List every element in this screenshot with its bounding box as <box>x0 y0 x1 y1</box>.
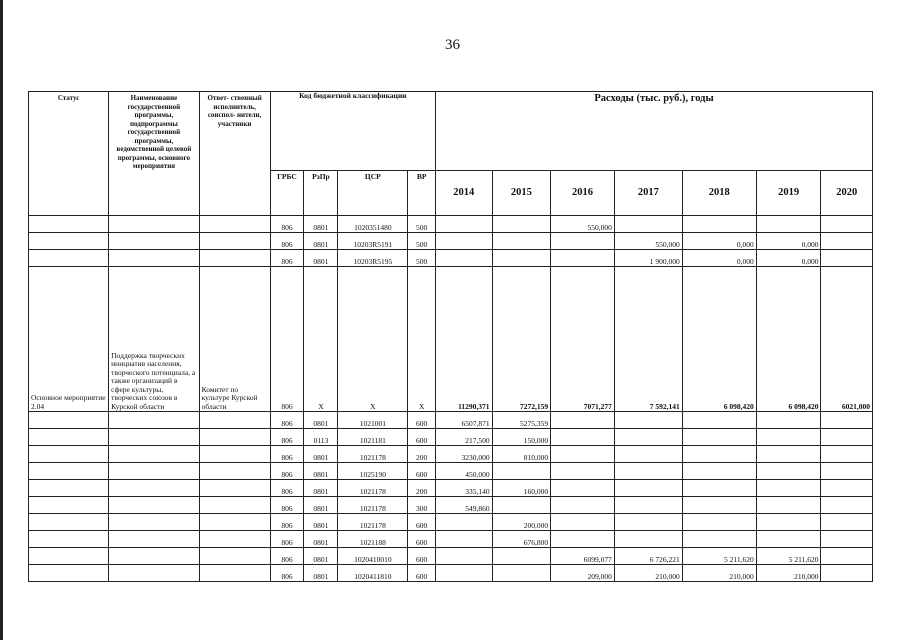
expense-cell-2018: 210,000 <box>682 565 756 582</box>
rzpr-cell: 0801 <box>304 463 338 480</box>
rzpr-cell: 0801 <box>304 480 338 497</box>
program-name-cell <box>109 514 199 531</box>
header-vr: ВР <box>408 171 436 216</box>
vr-cell: X <box>408 267 436 412</box>
expense-cell-2017 <box>614 446 682 463</box>
csr-cell: 1021001 <box>338 412 408 429</box>
header-year-2019: 2019 <box>756 171 821 216</box>
expense-cell-2020 <box>821 233 873 250</box>
program-name-cell <box>109 497 199 514</box>
table-row <box>29 250 873 267</box>
program-name-cell <box>109 463 199 480</box>
header-year-2016: 2016 <box>551 171 615 216</box>
vr-cell: 600 <box>408 463 436 480</box>
csr-cell: 1021178 <box>338 446 408 463</box>
expense-cell-2015: 5275,359 <box>492 412 551 429</box>
expense-cell-2020 <box>821 497 873 514</box>
vr-cell: 500 <box>408 250 436 267</box>
expense-cell-2017 <box>614 480 682 497</box>
grbs-cell: 806 <box>270 565 304 582</box>
expense-cell-2014: 450,000 <box>436 463 493 480</box>
program-name-cell <box>109 548 199 565</box>
csr-cell: 1020410010 <box>338 548 408 565</box>
expense-cell-2019: 5 211,620 <box>756 548 821 565</box>
total-expense-2018: 6 098,420 <box>682 267 756 412</box>
header-grbs: ГРБС <box>270 171 304 216</box>
expense-cell-2020 <box>821 463 873 480</box>
expense-cell-2020 <box>821 565 873 582</box>
csr-cell: 1021178 <box>338 514 408 531</box>
program-name-cell <box>109 531 199 548</box>
csr-cell: 1021188 <box>338 531 408 548</box>
table-row <box>29 446 873 463</box>
expense-cell-2016 <box>551 480 615 497</box>
header-year-2018: 2018 <box>682 171 756 216</box>
executor-cell <box>199 463 270 480</box>
expense-cell-2019: 0,000 <box>756 233 821 250</box>
header-year-2014: 2014 <box>436 171 493 216</box>
expense-cell-2020 <box>821 548 873 565</box>
expense-cell-2014 <box>436 216 493 233</box>
total-expense-2019: 6 098,420 <box>756 267 821 412</box>
executor-cell <box>199 233 270 250</box>
grbs-cell: 806 <box>270 463 304 480</box>
budget-table <box>28 91 873 582</box>
vr-cell: 600 <box>408 412 436 429</box>
status-cell <box>29 429 109 446</box>
status-cell <box>29 446 109 463</box>
executor-cell <box>199 531 270 548</box>
expense-cell-2014: 6507,871 <box>436 412 493 429</box>
program-name-cell <box>109 429 199 446</box>
program-name-cell <box>109 480 199 497</box>
expense-cell-2015: 200,000 <box>492 514 551 531</box>
status-cell <box>29 412 109 429</box>
expense-cell-2016 <box>551 514 615 531</box>
expense-cell-2019 <box>756 497 821 514</box>
executor-cell <box>199 412 270 429</box>
rzpr-cell: 0801 <box>304 497 338 514</box>
expense-cell-2019 <box>756 446 821 463</box>
expense-cell-2020 <box>821 446 873 463</box>
activity-status: Основное мероприятие 2.04 <box>29 267 109 412</box>
expense-cell-2016 <box>551 531 615 548</box>
status-cell <box>29 463 109 480</box>
expense-cell-2015: 150,000 <box>492 429 551 446</box>
total-expense-2020: 6021,000 <box>821 267 873 412</box>
rzpr-cell: 0801 <box>304 565 338 582</box>
expense-cell-2014: 3230,000 <box>436 446 493 463</box>
expense-cell-2020 <box>821 429 873 446</box>
expense-cell-2017: 550,000 <box>614 233 682 250</box>
csr-cell: 1025190 <box>338 463 408 480</box>
total-expense-2014: 11290,371 <box>436 267 493 412</box>
grbs-cell: 806 <box>270 548 304 565</box>
activity-executor: Комитет по культуре Курской области <box>199 267 270 412</box>
status-cell <box>29 216 109 233</box>
expense-cell-2020 <box>821 480 873 497</box>
table-row <box>29 480 873 497</box>
expense-cell-2018 <box>682 216 756 233</box>
expense-cell-2014: 217,500 <box>436 429 493 446</box>
table-row <box>29 216 873 233</box>
header-row-1 <box>29 92 873 171</box>
expense-cell-2015: 676,800 <box>492 531 551 548</box>
header-year-2020: 2020 <box>821 171 873 216</box>
grbs-cell: 806 <box>270 531 304 548</box>
expense-cell-2020 <box>821 531 873 548</box>
program-name-cell <box>109 233 199 250</box>
expense-cell-2017: 1 900,000 <box>614 250 682 267</box>
expense-cell-2018 <box>682 412 756 429</box>
vr-cell: 300 <box>408 497 436 514</box>
header-year-2015: 2015 <box>492 171 551 216</box>
vr-cell: 600 <box>408 514 436 531</box>
table-row <box>29 412 873 429</box>
table-row <box>29 514 873 531</box>
table-row <box>29 531 873 548</box>
expense-cell-2018 <box>682 514 756 531</box>
grbs-cell: 806 <box>270 480 304 497</box>
csr-cell: 1020411810 <box>338 565 408 582</box>
table-row <box>29 548 873 565</box>
csr-cell: 10203R5191 <box>338 233 408 250</box>
program-name-cell <box>109 250 199 267</box>
expense-cell-2016 <box>551 497 615 514</box>
grbs-cell: 806 <box>270 250 304 267</box>
page-edge-rule <box>0 0 3 640</box>
program-name-cell <box>109 216 199 233</box>
table-row <box>29 429 873 446</box>
vr-cell: 600 <box>408 565 436 582</box>
executor-cell <box>199 216 270 233</box>
grbs-cell: 806 <box>270 497 304 514</box>
expense-cell-2019 <box>756 412 821 429</box>
expense-cell-2018 <box>682 463 756 480</box>
expense-cell-2015 <box>492 548 551 565</box>
vr-cell: 600 <box>408 531 436 548</box>
program-name-cell <box>109 446 199 463</box>
expense-cell-2018 <box>682 446 756 463</box>
expense-cell-2019 <box>756 216 821 233</box>
expense-cell-2020 <box>821 250 873 267</box>
expense-cell-2016 <box>551 250 615 267</box>
expense-cell-2017: 6 726,221 <box>614 548 682 565</box>
expense-cell-2015: 810,000 <box>492 446 551 463</box>
expense-cell-2016 <box>551 429 615 446</box>
expense-cell-2017 <box>614 216 682 233</box>
csr-cell: 1021178 <box>338 497 408 514</box>
expense-cell-2019: 0,000 <box>756 250 821 267</box>
rzpr-cell: 0801 <box>304 233 338 250</box>
expense-cell-2015 <box>492 565 551 582</box>
header-year-2017: 2017 <box>614 171 682 216</box>
expense-cell-2019 <box>756 514 821 531</box>
executor-cell <box>199 497 270 514</box>
activity-name: Поддержка творческих инициатив населения, творческого потенциала, а также организаций в сфере культуры, творческих союзов в Курской области <box>109 267 199 412</box>
executor-cell <box>199 480 270 497</box>
expense-cell-2018: 5 211,620 <box>682 548 756 565</box>
table-row <box>29 497 873 514</box>
table-row <box>29 233 873 250</box>
expense-cell-2019: 210,000 <box>756 565 821 582</box>
expense-cell-2017: 210,000 <box>614 565 682 582</box>
expense-cell-2016 <box>551 412 615 429</box>
vr-cell: 200 <box>408 446 436 463</box>
expense-cell-2016: 550,000 <box>551 216 615 233</box>
executor-cell <box>199 446 270 463</box>
expense-cell-2014 <box>436 514 493 531</box>
executor-cell <box>199 548 270 565</box>
csr-cell: 1021181 <box>338 429 408 446</box>
status-cell <box>29 250 109 267</box>
rzpr-cell: 0801 <box>304 250 338 267</box>
header-budget-code: Код бюджетной классификации <box>270 92 435 171</box>
expense-cell-2020 <box>821 412 873 429</box>
vr-cell: 600 <box>408 429 436 446</box>
expense-cell-2016: 209,000 <box>551 565 615 582</box>
status-cell <box>29 233 109 250</box>
expense-cell-2015 <box>492 463 551 480</box>
total-expense-2016: 7071,277 <box>551 267 615 412</box>
expense-cell-2016 <box>551 446 615 463</box>
rzpr-cell: X <box>304 267 338 412</box>
rzpr-cell: 0801 <box>304 412 338 429</box>
expense-cell-2018: 0,000 <box>682 250 756 267</box>
header-status: Статус <box>29 92 109 216</box>
expense-cell-2014: 335,140 <box>436 480 493 497</box>
expense-cell-2020 <box>821 216 873 233</box>
grbs-cell: 806 <box>270 412 304 429</box>
main-activity-row <box>29 267 873 412</box>
status-cell <box>29 531 109 548</box>
header-executor: Ответ- ственный исполнитель, соиспол- нители, участники <box>199 92 270 216</box>
expense-cell-2015 <box>492 233 551 250</box>
expense-cell-2018 <box>682 531 756 548</box>
expense-cell-2014 <box>436 531 493 548</box>
executor-cell <box>199 565 270 582</box>
expense-cell-2015: 160,000 <box>492 480 551 497</box>
expense-cell-2018 <box>682 480 756 497</box>
csr-cell: 10203R5195 <box>338 250 408 267</box>
program-name-cell <box>109 565 199 582</box>
expense-cell-2018 <box>682 497 756 514</box>
expense-cell-2019 <box>756 531 821 548</box>
grbs-cell: 806 <box>270 216 304 233</box>
rzpr-cell: 0801 <box>304 531 338 548</box>
expense-cell-2014: 549,860 <box>436 497 493 514</box>
expense-cell-2020 <box>821 514 873 531</box>
grbs-cell: 806 <box>270 233 304 250</box>
expense-cell-2017 <box>614 412 682 429</box>
expense-cell-2017 <box>614 497 682 514</box>
grbs-cell: 806 <box>270 429 304 446</box>
executor-cell <box>199 250 270 267</box>
expense-cell-2015 <box>492 497 551 514</box>
expense-cell-2018: 0,000 <box>682 233 756 250</box>
expense-cell-2014 <box>436 548 493 565</box>
table-row <box>29 565 873 582</box>
expense-cell-2014 <box>436 565 493 582</box>
executor-cell <box>199 514 270 531</box>
rzpr-cell: 0801 <box>304 446 338 463</box>
header-expenses: Расходы (тыс. руб.), годы <box>436 92 873 171</box>
header-csr: ЦСР <box>338 171 408 216</box>
total-expense-2017: 7 592,141 <box>614 267 682 412</box>
expense-cell-2017 <box>614 429 682 446</box>
grbs-cell: 806 <box>270 446 304 463</box>
rzpr-cell: 0801 <box>304 514 338 531</box>
expense-cell-2016 <box>551 233 615 250</box>
total-expense-2015: 7272,159 <box>492 267 551 412</box>
vr-cell: 500 <box>408 233 436 250</box>
expense-cell-2015 <box>492 216 551 233</box>
rzpr-cell: 0801 <box>304 548 338 565</box>
expense-cell-2016: 6099,077 <box>551 548 615 565</box>
expense-cell-2017 <box>614 514 682 531</box>
status-cell <box>29 514 109 531</box>
table-row <box>29 463 873 480</box>
csr-cell: 1021178 <box>338 480 408 497</box>
header-rzpr: РзПр <box>304 171 338 216</box>
vr-cell: 600 <box>408 548 436 565</box>
header-program-name: Наименование государственной программы, подпрограммы государственной программы, ведомственной целевой программы, основного мероприятия <box>109 92 199 216</box>
status-cell <box>29 565 109 582</box>
csr-cell: X <box>338 267 408 412</box>
vr-cell: 500 <box>408 216 436 233</box>
grbs-cell: 806 <box>270 267 304 412</box>
page-number: 36 <box>445 37 460 53</box>
expense-cell-2017 <box>614 463 682 480</box>
vr-cell: 200 <box>408 480 436 497</box>
program-name-cell <box>109 412 199 429</box>
expense-cell-2014 <box>436 250 493 267</box>
rzpr-cell: 0801 <box>304 216 338 233</box>
grbs-cell: 806 <box>270 514 304 531</box>
status-cell <box>29 480 109 497</box>
expense-cell-2018 <box>682 429 756 446</box>
expense-cell-2014 <box>436 233 493 250</box>
status-cell <box>29 497 109 514</box>
expense-cell-2019 <box>756 480 821 497</box>
expense-cell-2019 <box>756 463 821 480</box>
status-cell <box>29 548 109 565</box>
expense-cell-2015 <box>492 250 551 267</box>
executor-cell <box>199 429 270 446</box>
expense-cell-2019 <box>756 429 821 446</box>
csr-cell: 1020351480 <box>338 216 408 233</box>
rzpr-cell: 0113 <box>304 429 338 446</box>
expense-cell-2017 <box>614 531 682 548</box>
expense-cell-2016 <box>551 463 615 480</box>
